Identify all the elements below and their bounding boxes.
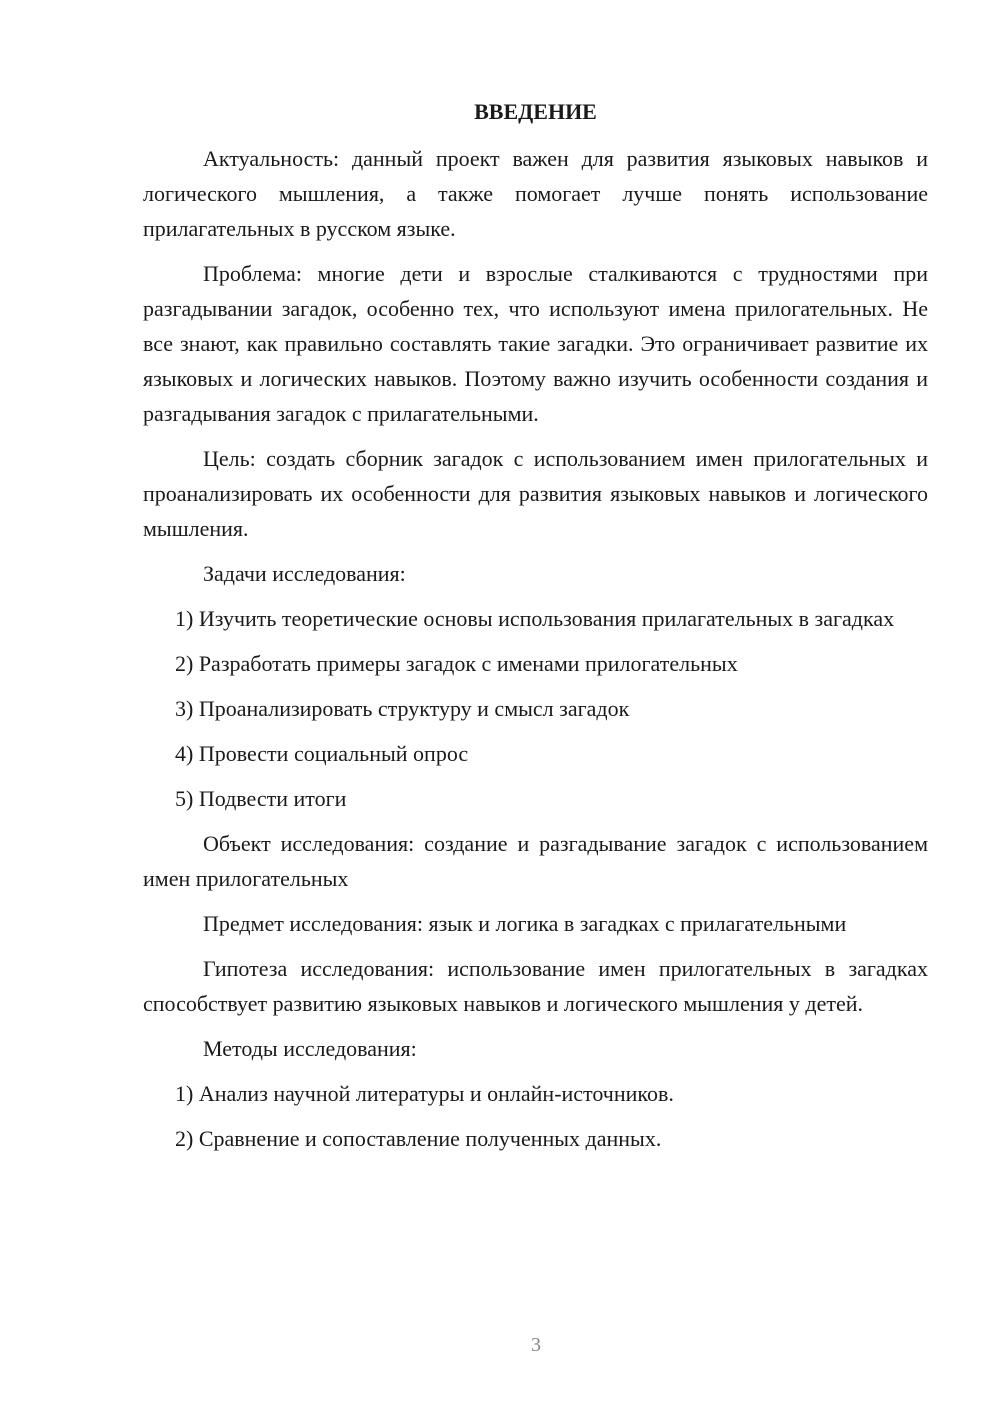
task-item: 2) Разработать примеры загадок с именами прилогательных — [175, 651, 738, 676]
page-title: ВВЕДЕНИЕ — [474, 99, 597, 124]
paragraph-problem: Проблема: многие дети и взрослые сталкиваются с трудностями при разгадывании загадок, особенно тех, что используют имена прилогательных. Не все знают, как правильно составлять такие загадки. Это ограничивает развитие их языковых и логических навыков. Поэтому важно изучить особенности создания и разгадывания загадок с прилагательными. — [143, 261, 928, 426]
document-body — [143, 94, 928, 1166]
paragraph-object: Объект исследования: создание и разгадывание загадок с использованием имен прилогательных — [143, 831, 928, 891]
paragraph-goal: Цель: создать сборник загадок с использованием имен прилогательных и проанализировать их особенности для развития языковых навыков и логического мышления. — [143, 446, 928, 541]
page-number: 3 — [531, 1334, 541, 1356]
paragraph-relevance: Актуальность: данный проект важен для развития языковых навыков и логического мышления, а также помогает лучше понять использование прилагательных в русском языке. — [143, 146, 928, 241]
task-item: 3) Проанализировать структуру и смысл загадок — [175, 696, 630, 721]
task-item: 5) Подвести итоги — [175, 786, 347, 811]
paragraph-hypothesis: Гипотеза исследования: использование имен прилогательных в загадках способствует развитию языковых навыков и логического мышления у детей. — [143, 956, 928, 1016]
paragraph-subject: Предмет исследования: язык и логика в загадках с прилагательными — [203, 911, 847, 936]
method-item: 1) Анализ научной литературы и онлайн-источников. — [175, 1081, 674, 1106]
task-item: 4) Провести социальный опрос — [175, 741, 469, 766]
method-item: 2) Сравнение и сопоставление полученных данных. — [175, 1126, 662, 1151]
task-item: 1) Изучить теоретические основы использования прилагательных в загадках — [175, 606, 895, 631]
paragraph-tasks-heading: Задачи исследования: — [203, 561, 406, 586]
paragraph-methods-heading: Методы исследования: — [203, 1036, 417, 1061]
